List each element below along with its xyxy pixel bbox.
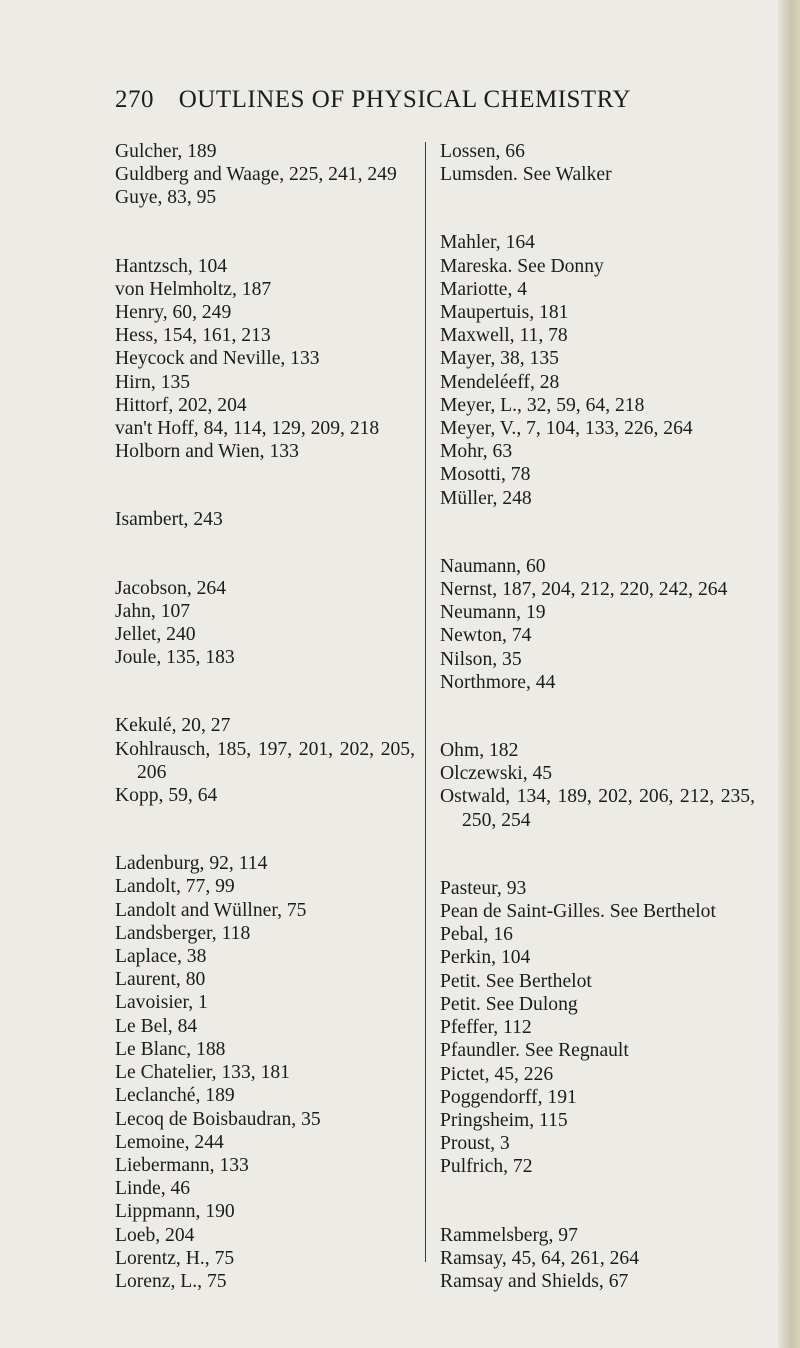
index-entry: Neumann, 19 xyxy=(440,602,546,624)
index-entry: Ostwald, 134, 189, 202, 206, 212, 235, 250, 254 xyxy=(440,786,755,831)
index-entry: Ramsay, 45, 64, 261, 264 xyxy=(440,1247,640,1269)
index-entry: Henry, 60, 249 xyxy=(115,302,232,324)
index-entry: Ramsay and Shields, 67 xyxy=(440,1270,629,1292)
index-entry: Rammelsberg, 97 xyxy=(440,1224,578,1246)
index-entry: Pasteur, 93 xyxy=(440,877,527,899)
index-entry: Lumsden. See Walker xyxy=(440,164,612,186)
index-entry: Ladenburg, 92, 114 xyxy=(115,853,268,875)
index-entry: Pean de Saint-Gilles. See Berthelot xyxy=(440,901,716,923)
index-entry: Lavoisier, 1 xyxy=(115,992,208,1014)
index-entry: Maupertuis, 181 xyxy=(440,302,569,324)
index-entry: Lippmann, 190 xyxy=(115,1201,235,1223)
index-entry: Lecoq de Boisbaudran, 35 xyxy=(115,1108,321,1130)
index-column-left xyxy=(115,140,415,1293)
index-entry: Holborn and Wien, 133 xyxy=(115,441,299,463)
index-entry: Newton, 74 xyxy=(440,625,532,647)
index-entry: Hantzsch, 104 xyxy=(115,255,228,277)
section-gap xyxy=(440,510,755,555)
index-entry: Leclanché, 189 xyxy=(115,1085,235,1107)
index-entry: Meyer, L., 32, 59, 64, 218 xyxy=(440,394,645,416)
index-entry: Northmore, 44 xyxy=(440,671,556,693)
index-entry: Poggendorff, 191 xyxy=(440,1086,577,1108)
index-column-right xyxy=(440,140,755,1293)
section-gap xyxy=(440,694,755,739)
index-entry: Laplace, 38 xyxy=(115,946,207,968)
index-entry: Gulcher, 189 xyxy=(115,141,217,162)
index-entry: Kekulé, 20, 27 xyxy=(115,715,231,737)
index-entry: Kopp, 59, 64 xyxy=(115,785,218,807)
index-entry: Lorenz, L., 75 xyxy=(115,1270,227,1292)
index-entry: Perkin, 104 xyxy=(440,947,531,969)
index-entry: Kohlrausch, 185, 197, 201, 202, 205, 206 xyxy=(115,738,415,783)
index-entry: Guldberg and Waage, 225, 241, 249 xyxy=(115,164,397,186)
index-entry: Liebermann, 133 xyxy=(115,1154,249,1176)
index-entry: Müller, 248 xyxy=(440,487,532,509)
index-entry: Landolt, 77, 99 xyxy=(115,876,235,898)
index-entry: Lemoine, 244 xyxy=(115,1131,224,1153)
index-entry: Heycock and Neville, 133 xyxy=(115,348,320,370)
column-divider xyxy=(425,142,426,1262)
index-entry: Petit. See Berthelot xyxy=(440,970,592,992)
index-entry: Landolt and Wüllner, 75 xyxy=(115,899,307,921)
index-entry: Lossen, 66 xyxy=(440,141,525,162)
page-number: 270 xyxy=(115,86,154,113)
index-entry: Lorentz, H., 75 xyxy=(115,1247,235,1269)
index-entry: Mareska. See Donny xyxy=(440,255,604,277)
page-header xyxy=(115,86,740,114)
index-entry: Guye, 83, 95 xyxy=(115,187,217,209)
index-entry: Pictet, 45, 226 xyxy=(440,1063,554,1085)
index-entry: Jellet, 240 xyxy=(115,624,196,646)
section-gap xyxy=(440,186,755,231)
section-gap xyxy=(115,807,415,852)
index-entry: Mendeléeff, 28 xyxy=(440,371,560,393)
index-entry: Mayer, 38, 135 xyxy=(440,348,559,370)
index-entry: Nernst, 187, 204, 212, 220, 242, 264 xyxy=(440,579,728,601)
index-entry: Pulfrich, 72 xyxy=(440,1156,533,1178)
index-entry: von Helmholtz, 187 xyxy=(115,278,272,300)
index-entry: Le Chatelier, 133, 181 xyxy=(115,1062,290,1084)
index-entry: Nilson, 35 xyxy=(440,648,522,670)
index-entry: Petit. See Dulong xyxy=(440,993,578,1015)
index-entry: Mosotti, 78 xyxy=(440,464,531,486)
index-entry: Pebal, 16 xyxy=(440,924,513,946)
index-entry: Meyer, V., 7, 104, 133, 226, 264 xyxy=(440,418,693,440)
page-edge xyxy=(778,0,800,1348)
index-entry: Laurent, 80 xyxy=(115,969,206,991)
index-entry: Mohr, 63 xyxy=(440,441,513,463)
index-entry: Joule, 135, 183 xyxy=(115,647,235,669)
index-entry: Ohm, 182 xyxy=(440,740,519,762)
section-gap xyxy=(440,1179,755,1224)
index-entry: Landsberger, 118 xyxy=(115,922,251,944)
index-entry: Le Bel, 84 xyxy=(115,1015,198,1037)
index-entry: Isambert, 243 xyxy=(115,509,223,531)
section-gap xyxy=(115,532,415,577)
index-entry: Pringsheim, 115 xyxy=(440,1109,568,1131)
index-entry: Hirn, 135 xyxy=(115,371,191,393)
index-entry: Le Blanc, 188 xyxy=(115,1038,226,1060)
section-gap xyxy=(440,832,755,877)
index-entry: Mahler, 164 xyxy=(440,232,535,254)
index-entry: Proust, 3 xyxy=(440,1133,510,1155)
index-entry: Pfeffer, 112 xyxy=(440,1017,532,1039)
index-entry: Maxwell, 11, 78 xyxy=(440,325,568,347)
index-entry: van't Hoff, 84, 114, 129, 209, 218 xyxy=(115,418,380,440)
section-gap xyxy=(115,463,415,508)
index-entry: Olczewski, 45 xyxy=(440,763,553,785)
index-entry: Mariotte, 4 xyxy=(440,278,528,300)
section-gap xyxy=(115,210,415,255)
index-entry: Naumann, 60 xyxy=(440,555,546,577)
index-entry: Jahn, 107 xyxy=(115,600,191,622)
index-entry: Hittorf, 202, 204 xyxy=(115,394,247,416)
index-entry: Pfaundler. See Regnault xyxy=(440,1040,629,1062)
index-entry: Hess, 154, 161, 213 xyxy=(115,325,271,347)
running-title: OUTLINES OF PHYSICAL CHEMISTRY xyxy=(178,86,632,113)
index-entry: Loeb, 204 xyxy=(115,1224,195,1246)
index-entry: Jacobson, 264 xyxy=(115,577,227,599)
section-gap xyxy=(115,669,415,714)
index-entry: Linde, 46 xyxy=(115,1178,191,1200)
